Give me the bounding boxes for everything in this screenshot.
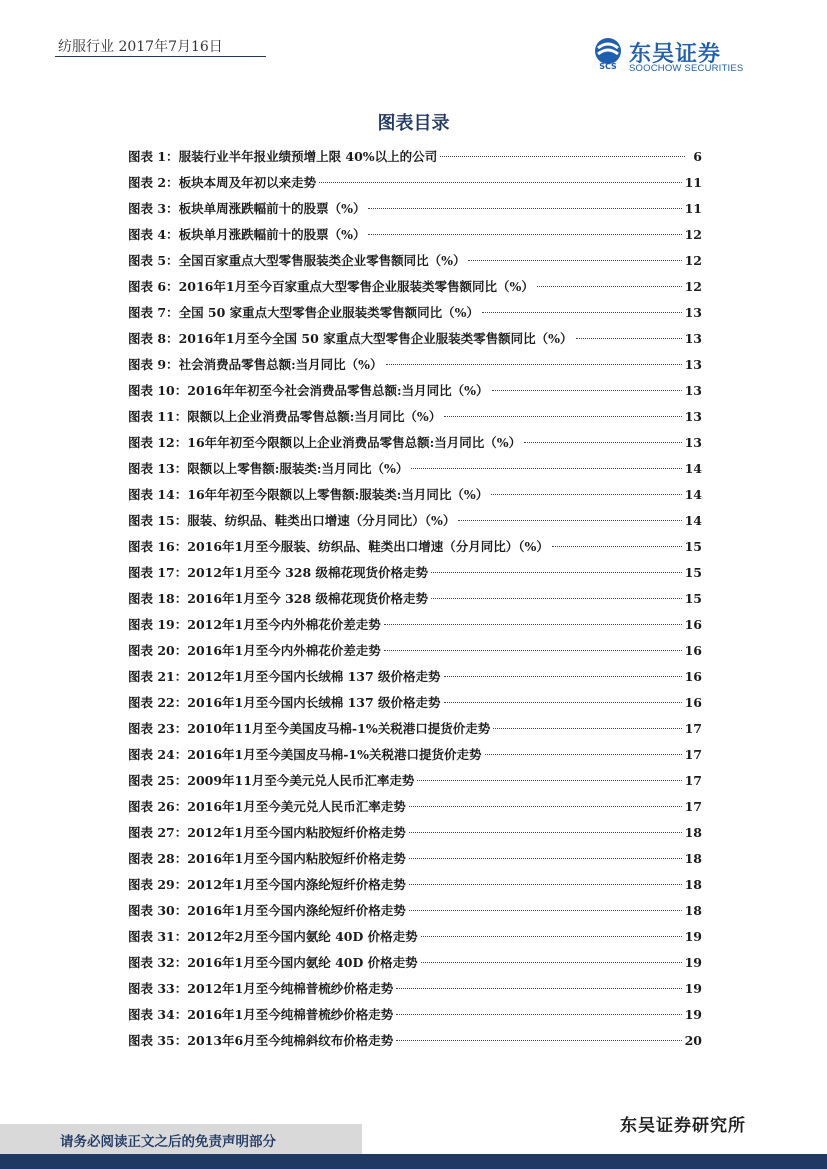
toc-entry[interactable]	[128, 508, 702, 534]
toc-entry-title: 2016年1月至今国内粘胶短纤价格走势	[187, 851, 406, 866]
toc-entry[interactable]	[128, 898, 702, 924]
logo-mark-text: SCS	[599, 62, 617, 70]
toc-entry-page: 19	[684, 955, 702, 970]
toc-entry-prefix: 图表 26：	[128, 799, 188, 814]
toc-entry-prefix: 图表 1：	[128, 149, 179, 164]
toc-entry-prefix: 图表 14：	[128, 487, 188, 502]
toc-entry-prefix: 图表 8：	[128, 331, 179, 346]
toc-entry-title: 板块单月涨跌幅前十的股票（%）	[178, 227, 366, 242]
toc-dot-leader	[319, 181, 682, 183]
toc-dot-leader	[421, 961, 682, 963]
toc-entry-page: 19	[684, 929, 702, 944]
toc-entry-page: 16	[684, 669, 702, 684]
toc-entry[interactable]	[128, 560, 702, 586]
toc-entry[interactable]	[128, 404, 702, 430]
toc-entry-page: 19	[684, 981, 702, 996]
logo-mark-icon	[591, 36, 625, 70]
toc-entry-title: 2013年6月至今纯棉斜纹布价格走势	[187, 1033, 394, 1048]
toc-entry[interactable]	[128, 586, 702, 612]
toc-entry-prefix: 图表 10：	[128, 383, 188, 398]
toc-dot-leader	[409, 909, 682, 911]
toc-dot-leader	[444, 415, 681, 417]
toc-entry[interactable]	[128, 820, 702, 846]
toc-entry-page: 11	[684, 175, 702, 190]
toc-entry-prefix: 图表 6：	[128, 279, 179, 294]
toc-entry-page: 13	[684, 409, 702, 424]
footer-disclaimer: 请务必阅读正文之后的免责声明部分	[60, 1134, 276, 1150]
toc-entry-page: 17	[684, 773, 702, 788]
toc-dot-leader	[396, 987, 681, 989]
toc-entry-page: 11	[684, 201, 702, 216]
toc-entry-prefix: 图表 27：	[128, 825, 188, 840]
toc-dot-leader	[409, 857, 682, 859]
toc-entry-title: 2016年1月至今国内氨纶 40D 价格走势	[187, 955, 418, 970]
toc-entry-title: 2010年11月至今美国皮马棉-1%关税港口提货价走势	[187, 721, 491, 736]
toc-dot-leader	[411, 467, 681, 469]
toc-dot-leader	[444, 675, 682, 677]
toc-entry-prefix: 图表 32：	[128, 955, 188, 970]
toc-entry-page: 6	[693, 149, 702, 164]
toc-entry-prefix: 图表 28：	[128, 851, 188, 866]
toc-entry-prefix: 图表 4：	[128, 227, 179, 242]
toc-entry-page: 15	[684, 565, 702, 580]
toc-dot-leader	[384, 623, 682, 625]
toc-entry-page: 13	[684, 435, 702, 450]
toc-dot-leader	[431, 571, 682, 573]
toc-entry-page: 16	[684, 695, 702, 710]
toc-entry-page: 12	[684, 227, 702, 242]
toc-entry-page: 18	[684, 903, 702, 918]
toc-entry-title: 2012年1月至今纯棉普梳纱价格走势	[187, 981, 394, 996]
toc-dot-leader	[458, 519, 681, 521]
toc-entry-title: 2012年1月至今国内长绒棉 137 级价格走势	[187, 669, 441, 684]
toc-dot-leader	[444, 701, 682, 703]
toc-entry-prefix: 图表 20：	[128, 643, 188, 658]
toc-dot-leader	[421, 935, 682, 937]
toc-entry-title: 板块本周及年初以来走势	[178, 175, 317, 190]
toc-entry-title: 2016年1月至今纯棉普梳纱价格走势	[187, 1007, 394, 1022]
toc-entry[interactable]	[128, 976, 702, 1002]
toc-dot-leader	[417, 779, 681, 781]
toc-dot-leader	[576, 337, 682, 339]
toc-entry-page: 19	[684, 1007, 702, 1022]
toc-entry-title: 2012年1月至今国内粘胶短纤价格走势	[187, 825, 406, 840]
toc-entry-prefix: 图表 11：	[128, 409, 188, 424]
toc-entry-prefix: 图表 18：	[128, 591, 188, 606]
toc-entry[interactable]	[128, 326, 702, 352]
toc-entry-prefix: 图表 21：	[128, 669, 188, 684]
toc-dot-leader	[384, 649, 682, 651]
toc-entry[interactable]	[128, 482, 702, 508]
toc-entry-prefix: 图表 3：	[128, 201, 179, 216]
toc-list	[128, 144, 702, 1054]
toc-entry-page: 17	[684, 799, 702, 814]
toc-entry-prefix: 图表 31：	[128, 929, 188, 944]
toc-entry[interactable]	[128, 456, 702, 482]
toc-entry-page: 13	[684, 383, 702, 398]
toc-entry-title: 服装行业半年报业绩预增上限 40%以上的公司	[178, 149, 438, 164]
toc-entry-title: 2012年1月至今 328 级棉花现货价格走势	[187, 565, 429, 580]
toc-dot-leader	[485, 753, 682, 755]
toc-entry-title: 2012年2月至今国内氨纶 40D 价格走势	[187, 929, 418, 944]
toc-entry-page: 13	[684, 331, 702, 346]
toc-entry-prefix: 图表 22：	[128, 695, 188, 710]
toc-dot-leader	[492, 389, 682, 391]
toc-entry-title: 2016年1月至今 328 级棉花现货价格走势	[187, 591, 429, 606]
logo-en-text: SOOCHOW SECURITIES	[629, 63, 744, 74]
toc-entry[interactable]	[128, 300, 702, 326]
toc-dot-leader	[537, 285, 682, 287]
toc-entry-page: 14	[684, 487, 702, 502]
toc-entry-prefix: 图表 29：	[128, 877, 188, 892]
toc-entry[interactable]	[128, 1028, 702, 1054]
toc-dot-leader	[493, 727, 681, 729]
toc-entry-prefix: 图表 12：	[128, 435, 188, 450]
toc-dot-leader	[468, 259, 681, 261]
toc-entry-title: 2012年1月至今国内涤纶短纤价格走势	[187, 877, 406, 892]
toc-entry[interactable]	[128, 144, 702, 170]
toc-entry-prefix: 图表 13：	[128, 461, 188, 476]
toc-entry[interactable]	[128, 690, 702, 716]
toc-title: 图表目录	[377, 113, 450, 134]
toc-entry-title: 16年年初至今限额以上零售额:服装类:当月同比（%）	[187, 487, 489, 502]
toc-entry-prefix: 图表 7：	[128, 305, 179, 320]
toc-entry-title: 2016年1月至今内外棉花价差走势	[187, 643, 381, 658]
toc-dot-leader	[552, 545, 682, 547]
toc-entry-title: 服装、纺织品、鞋类出口增速（分月同比）（%）	[187, 513, 456, 528]
header-rule	[55, 56, 266, 57]
toc-entry-page: 16	[684, 617, 702, 632]
toc-entry[interactable]	[128, 950, 702, 976]
toc-entry[interactable]	[128, 248, 702, 274]
toc-entry-page: 14	[684, 461, 702, 476]
toc-entry[interactable]	[128, 924, 702, 950]
toc-entry[interactable]	[128, 534, 702, 560]
toc-entry[interactable]	[128, 716, 702, 742]
toc-entry-prefix: 图表 25：	[128, 773, 188, 788]
toc-entry-prefix: 图表 34：	[128, 1007, 188, 1022]
toc-dot-leader	[409, 805, 682, 807]
toc-entry[interactable]	[128, 430, 702, 456]
toc-entry-title: 限额以上零售额:服装类:当月同比（%）	[187, 461, 409, 476]
toc-dot-leader	[409, 831, 682, 833]
toc-entry-title: 全国百家重点大型零售服装类企业零售额同比（%）	[178, 253, 466, 268]
toc-entry-title: 2016年1月至今百家重点大型零售企业服装类零售额同比（%）	[178, 279, 534, 294]
toc-entry-title: 2016年1月至今美国皮马棉-1%关税港口提货价走势	[187, 747, 482, 762]
toc-entry-title: 社会消费品零售总额:当月同比（%）	[178, 357, 383, 372]
toc-dot-leader	[396, 1013, 681, 1015]
toc-entry-prefix: 图表 17：	[128, 565, 188, 580]
toc-entry-title: 2016年1月至今全国 50 家重点大型零售企业服装类零售额同比（%）	[178, 331, 573, 346]
toc-entry-prefix: 图表 33：	[128, 981, 188, 996]
toc-entry-page: 18	[684, 825, 702, 840]
toc-entry-page: 13	[684, 357, 702, 372]
footer-institute: 东吴证券研究所	[620, 1116, 746, 1136]
toc-entry[interactable]	[128, 872, 702, 898]
toc-entry[interactable]	[128, 222, 702, 248]
toc-entry[interactable]	[128, 794, 702, 820]
toc-entry-page: 20	[684, 1033, 702, 1048]
toc-dot-leader	[368, 207, 681, 209]
toc-entry-page: 15	[684, 539, 702, 554]
toc-entry-title: 2012年1月至今内外棉花价差走势	[187, 617, 381, 632]
toc-entry-title: 全国 50 家重点大型零售企业服装类零售额同比（%）	[178, 305, 480, 320]
toc-dot-leader	[386, 363, 682, 365]
toc-entry-prefix: 图表 9：	[128, 357, 179, 372]
toc-dot-leader	[431, 597, 682, 599]
toc-dot-leader	[440, 155, 685, 157]
toc-entry-prefix: 图表 23：	[128, 721, 188, 736]
toc-entry-title: 2016年1月至今国内涤纶短纤价格走势	[187, 903, 406, 918]
toc-entry-title: 限额以上企业消费品零售总额:当月同比（%）	[187, 409, 442, 424]
toc-dot-leader	[524, 441, 681, 443]
toc-entry-title: 2016年1月至今服装、纺织品、鞋类出口增速（分月同比）（%）	[187, 539, 549, 554]
toc-entry-prefix: 图表 30：	[128, 903, 188, 918]
toc-entry-page: 14	[684, 513, 702, 528]
toc-entry[interactable]	[128, 196, 702, 222]
toc-dot-leader	[409, 883, 682, 885]
toc-entry-page: 13	[684, 305, 702, 320]
toc-entry[interactable]	[128, 846, 702, 872]
toc-entry-page: 15	[684, 591, 702, 606]
toc-entry[interactable]	[128, 638, 702, 664]
toc-entry-page: 17	[684, 747, 702, 762]
toc-entry-title: 2016年1月至今国内长绒棉 137 级价格走势	[187, 695, 441, 710]
toc-entry-page: 12	[684, 253, 702, 268]
toc-dot-leader	[491, 493, 681, 495]
toc-entry-page: 18	[684, 877, 702, 892]
toc-entry-title: 16年年初至今限额以上企业消费品零售总额:当月同比（%）	[187, 435, 522, 450]
toc-entry-title: 板块单周涨跌幅前十的股票（%）	[178, 201, 366, 216]
toc-entry[interactable]	[128, 664, 702, 690]
toc-entry[interactable]	[128, 768, 702, 794]
header-doc-label: 纺服行业 2017年7月16日	[58, 39, 223, 55]
toc-entry[interactable]	[128, 742, 702, 768]
toc-entry[interactable]	[128, 274, 702, 300]
toc-entry[interactable]	[128, 378, 702, 404]
toc-entry[interactable]	[128, 612, 702, 638]
toc-entry-prefix: 图表 2：	[128, 175, 179, 190]
toc-dot-leader	[396, 1039, 681, 1041]
company-logo	[591, 36, 761, 78]
toc-dot-leader	[368, 233, 681, 235]
toc-entry[interactable]	[128, 170, 702, 196]
toc-entry-page: 16	[684, 643, 702, 658]
toc-entry-prefix: 图表 15：	[128, 513, 188, 528]
toc-entry-page: 17	[684, 721, 702, 736]
toc-entry-title: 2009年11月至今美元兑人民币汇率走势	[187, 773, 415, 788]
toc-entry[interactable]	[128, 1002, 702, 1028]
logo-cn-text: 东吴证券	[629, 42, 722, 67]
toc-entry-title: 2016年1月至今美元兑人民币汇率走势	[187, 799, 406, 814]
toc-entry-prefix: 图表 16：	[128, 539, 188, 554]
toc-entry[interactable]	[128, 352, 702, 378]
toc-entry-prefix: 图表 19：	[128, 617, 188, 632]
toc-entry-page: 12	[684, 279, 702, 294]
toc-entry-prefix: 图表 24：	[128, 747, 188, 762]
toc-entry-prefix: 图表 5：	[128, 253, 179, 268]
toc-entry-title: 2016年年初至今社会消费品零售总额:当月同比（%）	[187, 383, 489, 398]
footer-bar	[0, 1154, 827, 1169]
toc-dot-leader	[482, 311, 682, 313]
toc-entry-page: 18	[684, 851, 702, 866]
toc-entry-prefix: 图表 35：	[128, 1033, 188, 1048]
